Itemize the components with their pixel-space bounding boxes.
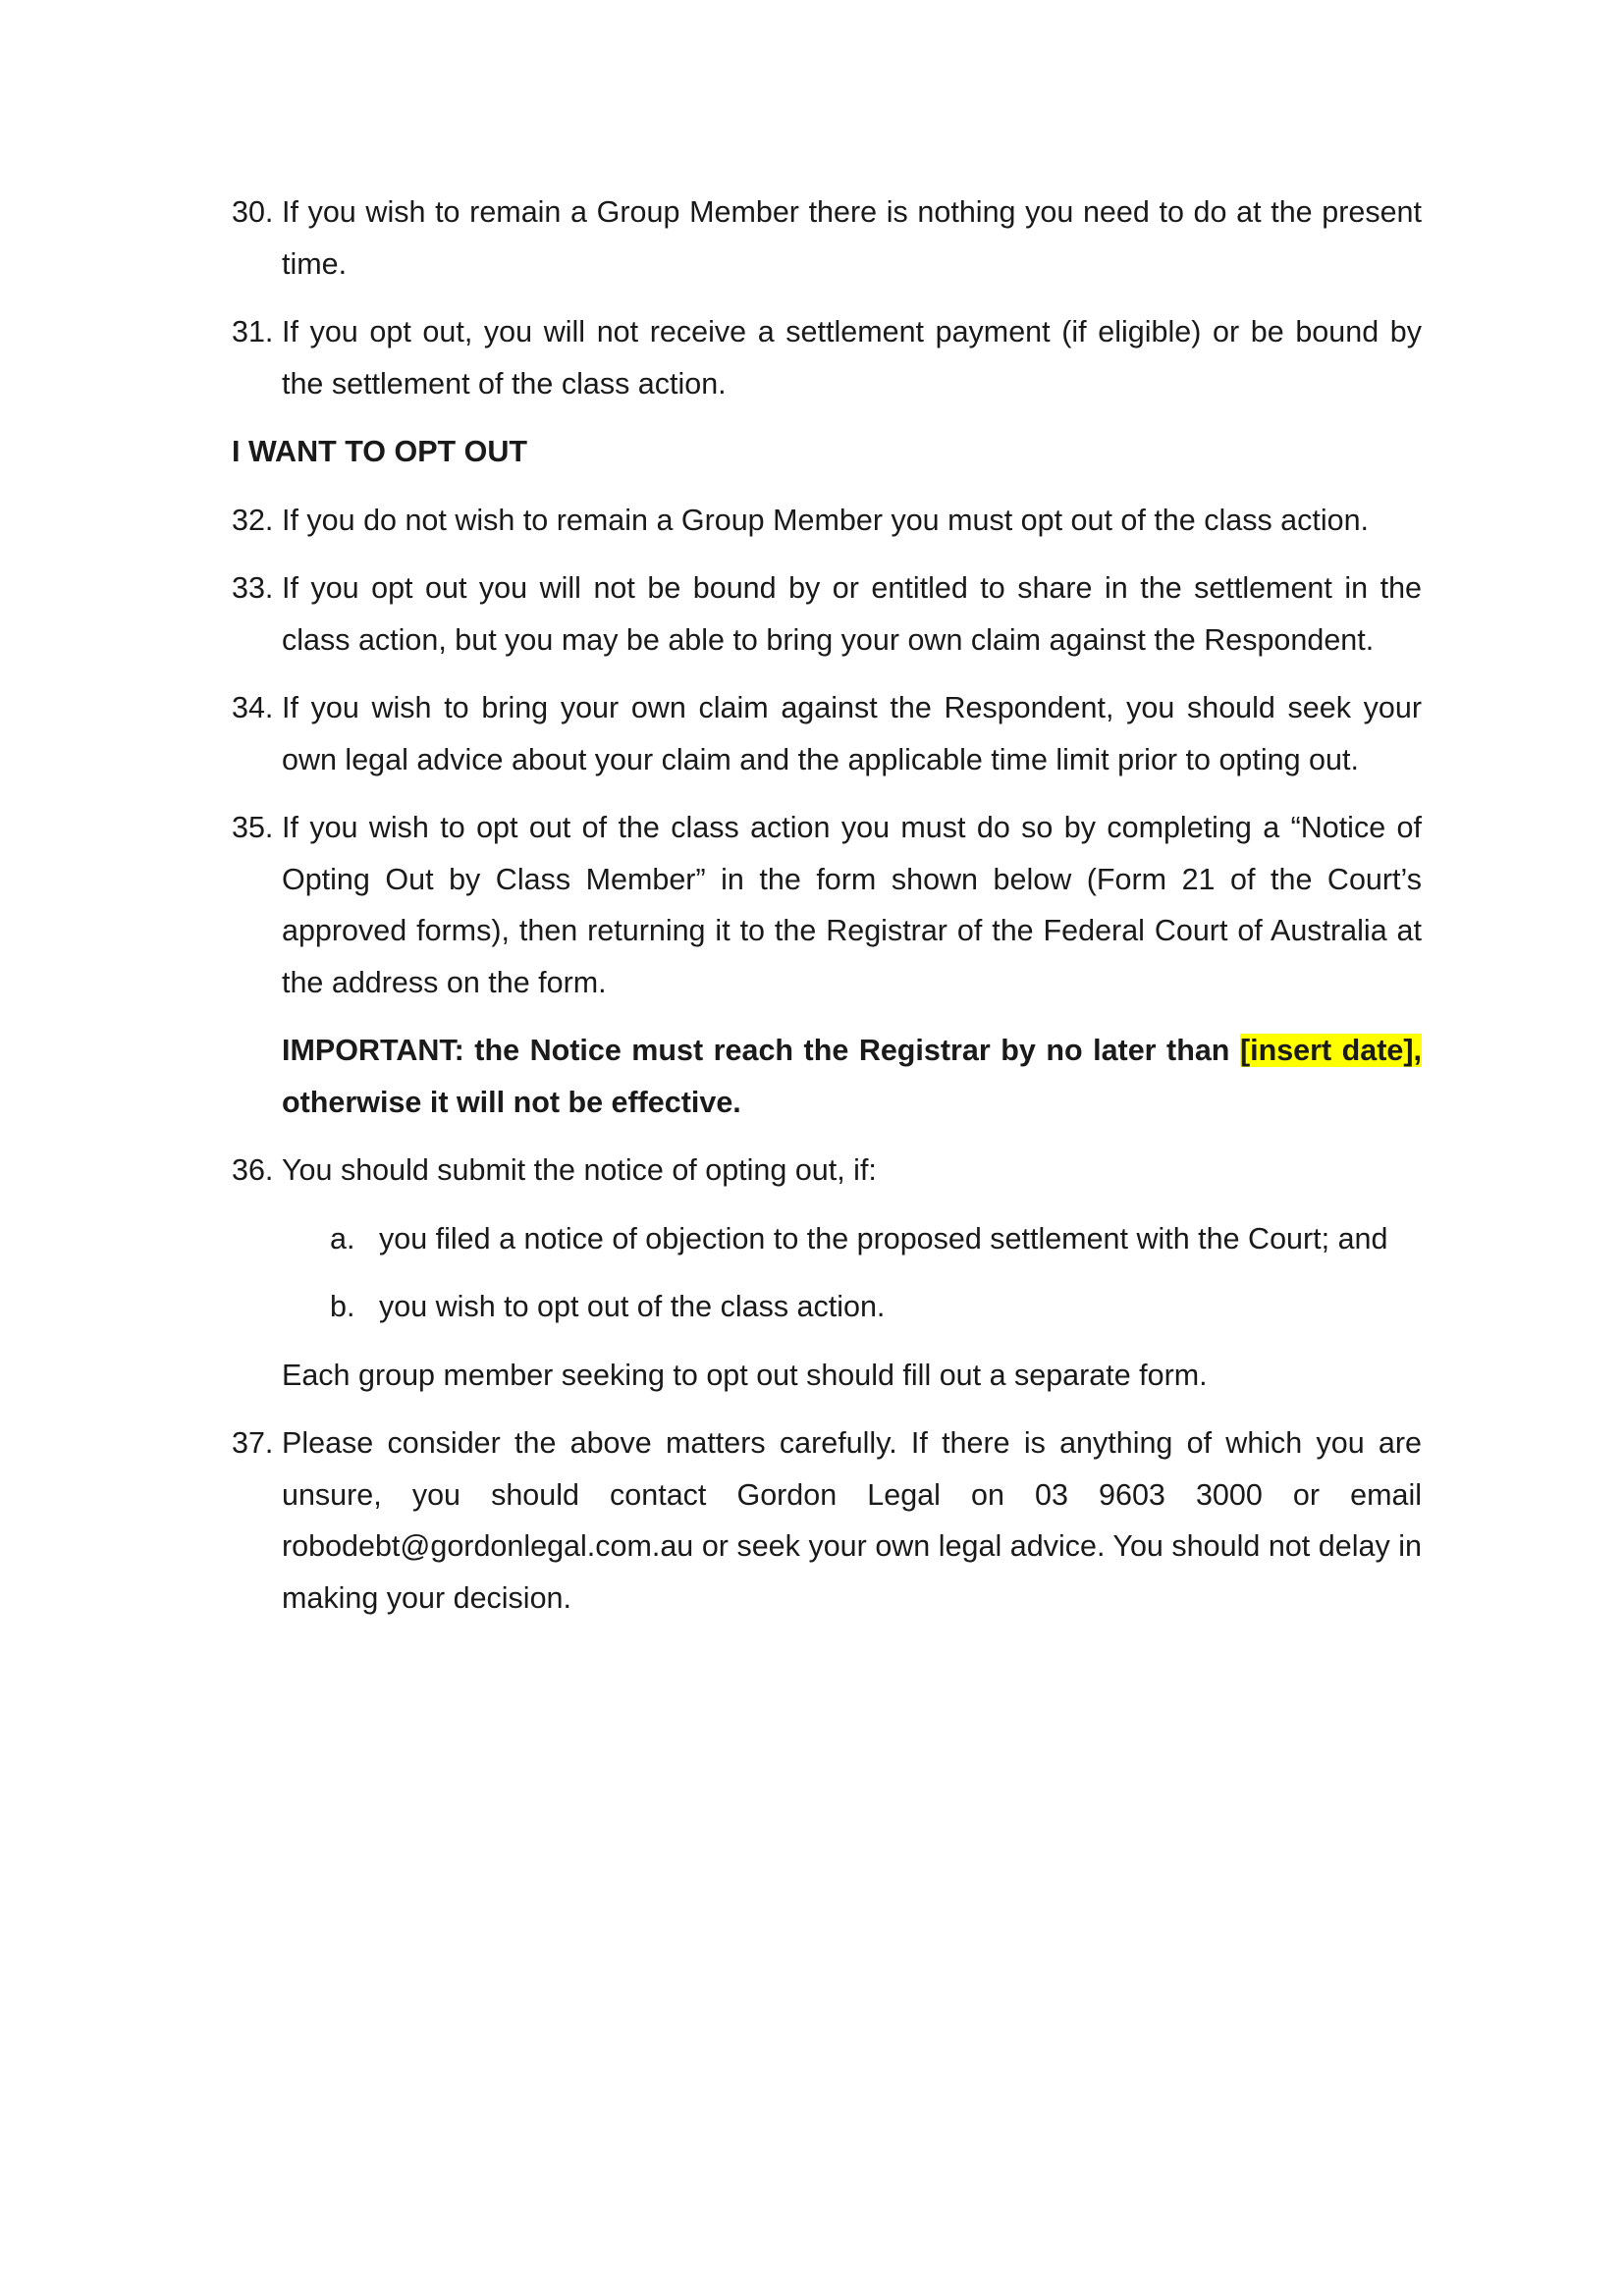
paragraph-text: Please consider the above matters carefully. If there is anything of which you are unsure, you should contact Gordon Legal on 03 9603 3000 or email robodebt@gordonlegal.com.au or seek your own legal advice. You should not delay in making your decision.: [282, 1426, 1422, 1615]
paragraph-text: If you wish to opt out of the class action you must do so by completing a “Notice of Opting Out by Class Member” in the form shown below (Form 21 of the Court’s approved forms), then returning it to the Registrar of the Federal Court of Australia at the address on the form.: [282, 811, 1422, 999]
paragraph-32: [232, 495, 1422, 547]
important-text-before: IMPORTANT: the Notice must reach the Registrar by no later than: [282, 1034, 1240, 1067]
paragraph-number: 32.: [232, 503, 274, 537]
paragraph-31: [232, 306, 1422, 409]
paragraph-number: 31.: [232, 315, 274, 348]
important-notice: [232, 1025, 1422, 1128]
list-item-b: [232, 1281, 1422, 1333]
paragraph-number: 33.: [232, 571, 274, 605]
paragraph-text: If you wish to bring your own claim against the Respondent, you should seek your own legal advice about your claim and the applicable time limit prior to opting out.: [282, 691, 1422, 776]
section-heading: I WANT TO OPT OUT: [232, 435, 528, 468]
paragraph-text: If you wish to remain a Group Member there is nothing you need to do at the present time.: [282, 195, 1422, 281]
list-item-letter: b.: [330, 1290, 355, 1323]
important-text-after: otherwise it will not be effective.: [282, 1085, 741, 1119]
highlighted-date-placeholder: [insert date],: [1239, 1034, 1423, 1067]
paragraph-37: [232, 1417, 1422, 1624]
paragraph-35: [232, 802, 1422, 1008]
list-item-letter: a.: [330, 1221, 355, 1255]
list-item-text: you filed a notice of objection to the proposed settlement with the Court; and: [379, 1221, 1388, 1255]
list-item-text: you wish to opt out of the class action.: [379, 1290, 886, 1323]
paragraph-number: 30.: [232, 195, 274, 229]
paragraph-text: You should submit the notice of opting out, if:: [282, 1153, 877, 1187]
paragraph-text: If you opt out you will not be bound by or entitled to share in the settlement in the class action, but you may be able to bring your own claim against the Respondent.: [282, 571, 1422, 657]
document-page: [232, 187, 1422, 1640]
paragraph-number: 36.: [232, 1153, 274, 1187]
list-item-a: [232, 1213, 1422, 1265]
paragraph-33: [232, 562, 1422, 666]
paragraph-36: [232, 1145, 1422, 1197]
paragraph-number: 37.: [232, 1426, 274, 1460]
paragraph-text: If you do not wish to remain a Group Member you must opt out of the class action.: [282, 503, 1370, 537]
paragraph-34: [232, 682, 1422, 785]
separate-form-note: Each group member seeking to opt out should fill out a separate form.: [282, 1358, 1208, 1392]
paragraph-text: If you opt out, you will not receive a settlement payment (if eligible) or be bound by the settlement of the class action.: [282, 315, 1422, 400]
paragraph-number: 35.: [232, 811, 274, 844]
paragraph-30: [232, 187, 1422, 290]
paragraph-number: 34.: [232, 691, 274, 724]
